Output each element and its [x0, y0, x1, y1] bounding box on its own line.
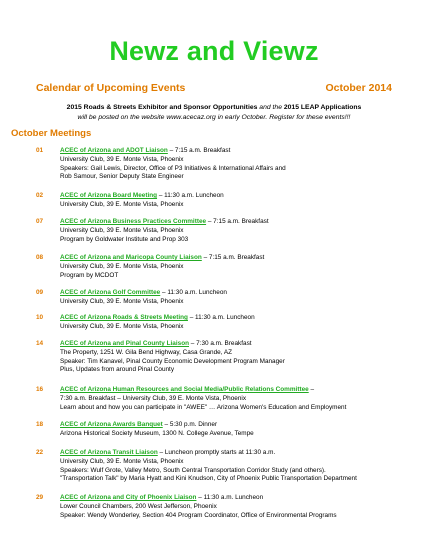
meeting-detail-line: Program by MCDOT — [60, 271, 119, 279]
meeting-name-link[interactable]: ACEC of Arizona and ADOT Liaison — [60, 147, 168, 154]
meeting-title-line — [60, 314, 414, 323]
meeting-time: – 11:30 a.m. Luncheon — [187, 314, 255, 321]
meeting-time: – 7:15 a.m. Breakfast — [167, 147, 231, 154]
meeting-name-link[interactable]: ACEC of Arizona Board Meeting — [60, 192, 158, 199]
meeting-name-link[interactable]: ACEC of Arizona Golf Committee — [60, 289, 161, 296]
meeting-body — [60, 147, 414, 182]
meeting-title-line — [60, 147, 414, 156]
meeting-time: – 11:30 a.m. Luncheon — [196, 494, 264, 501]
meeting-name-link[interactable]: ACEC of Arizona Human Resources and Social Media/Public Relations Committee — [60, 386, 309, 393]
meeting-body — [60, 192, 414, 210]
meeting-detail-line: University Club, 39 E. Monte Vista, Phoenix — [60, 457, 184, 465]
meeting-date: 07 — [36, 218, 44, 225]
meeting-time: – 7:15 a.m. Breakfast — [201, 254, 265, 261]
meeting-detail-line: Plus, Updates from around Pinal County — [60, 366, 175, 374]
meeting-name-link[interactable]: ACEC of Arizona and Pinal County Liaison — [60, 340, 190, 347]
calendar-month: October 2014 — [325, 82, 392, 94]
meeting-title-line — [60, 421, 414, 430]
meeting-title-line — [60, 192, 414, 201]
meeting-date: 29 — [36, 494, 44, 501]
meeting-body — [60, 386, 414, 412]
notice-exhibitor: 2015 Roads & Streets Exhibitor and Sponsor Opportunities — [66, 104, 258, 111]
meeting-body — [60, 314, 414, 332]
meeting-time: – 11:30 a.m. Luncheon — [160, 289, 227, 296]
meeting-title-line — [60, 289, 414, 298]
meeting-date: 16 — [36, 386, 44, 393]
meeting-name-link[interactable]: ACEC of Arizona and Maricopa County Liaison — [60, 254, 202, 261]
meeting-detail-line: Lower Council Chambers, 200 West Jefferson, Phoenix — [60, 502, 217, 510]
meeting-title-line — [60, 218, 414, 227]
meeting-name-link[interactable]: ACEC of Arizona and City of Phoenix Liaison — [60, 494, 197, 501]
meeting-detail-line: University Club, 39 E. Monte Vista, Phoenix — [60, 297, 184, 305]
meeting-title-line — [60, 494, 414, 503]
meeting-detail-line: Arizona Historical Society Museum, 1300 N. College Avenue, Tempe — [60, 429, 254, 437]
meeting-time: – 7:15 a.m. Breakfast — [206, 218, 269, 225]
meeting-title-line — [60, 340, 414, 349]
meeting-date: 01 — [36, 147, 44, 154]
meeting-title-line — [60, 254, 414, 263]
meeting-detail-line: University Club, 39 E. Monte Vista, Phoenix — [60, 226, 184, 234]
meeting-time: – 7:30 a.m. Breakfast — [189, 340, 252, 347]
meeting-date: 14 — [36, 340, 44, 347]
notice-line-1 — [36, 103, 392, 113]
meeting-detail-line: Rob Samour, Senior Deputy State Engineer — [60, 173, 184, 181]
meeting-name-link[interactable]: ACEC of Arizona Awards Banquet — [60, 421, 163, 428]
meeting-title-line — [60, 449, 414, 458]
meeting-body — [60, 494, 414, 520]
meeting-detail-line: The Property, 1251 W. Gila Bend Highway, Casa Grande, AZ — [60, 348, 233, 356]
meeting-name-link[interactable]: ACEC of Arizona Business Practices Committee — [60, 218, 207, 225]
meeting-body — [60, 449, 414, 484]
meeting-detail-line: University Club, 39 E. Monte Vista, Phoenix — [60, 262, 184, 270]
meeting-detail-line: University Club, 39 E. Monte Vista, Phoenix — [60, 155, 184, 163]
meeting-time: – 11:30 a.m. Luncheon — [157, 192, 224, 199]
newsletter-title: Newz and Viewz — [109, 36, 319, 66]
meeting-detail-line: Speaker: Wendy Wonderley, Section 404 Program Coordinator, Office of Environmental Programs — [60, 511, 337, 519]
meeting-date: 09 — [36, 289, 44, 296]
notice-and: and the — [257, 104, 284, 111]
meeting-name-link[interactable]: ACEC of Arizona Roads & Streets Meeting — [60, 314, 188, 321]
meeting-body — [60, 340, 414, 375]
meeting-date: 10 — [36, 314, 44, 321]
notice-leap: 2015 LEAP Applications — [283, 104, 362, 111]
section-heading: October Meetings — [11, 128, 92, 139]
meeting-body — [60, 218, 414, 244]
meeting-detail-line: "Transportation Talk" by Maria Hyatt and Kini Knudson, City of Phoenix Public Transportation Department — [60, 475, 357, 483]
meeting-detail-line: Speakers: Gail Lewis, Director, Office of P3 Initiatives & International Affairs and — [60, 164, 286, 172]
meeting-time: – 5:30 p.m. Dinner — [162, 421, 218, 428]
meeting-body — [60, 254, 414, 280]
meeting-detail-line: University Club, 39 E. Monte Vista, Phoenix — [60, 200, 184, 208]
meeting-detail-line: Learn about and how you can participate in "AWEE" … Arizona Women's Education and Employment — [60, 403, 347, 411]
meeting-name-link[interactable]: ACEC of Arizona Transit Liaison — [60, 449, 158, 456]
notice — [36, 103, 392, 122]
meeting-detail-line: Speaker: Tim Kanavel, Pinal County Economic Development Program Manager — [60, 357, 285, 365]
meeting-body — [60, 421, 414, 439]
meeting-detail-line: University Club, 39 E. Monte Vista, Phoenix — [60, 322, 184, 330]
meeting-time: – Luncheon promptly starts at 11:30 a.m. — [157, 449, 276, 456]
meeting-date: 22 — [36, 449, 44, 456]
meeting-detail-line: Speakers: Wulf Grote, Valley Metro, South Central Transportation Corridor Study (and others). — [60, 466, 326, 474]
calendar-header — [36, 82, 392, 96]
meeting-title-line — [60, 386, 414, 395]
meeting-detail-line: Program by Goldwater Institute and Prop 303 — [60, 235, 189, 243]
meeting-date: 18 — [36, 421, 44, 428]
meeting-date: 08 — [36, 254, 44, 261]
meeting-time: – — [308, 386, 315, 393]
notice-line-2: will be posted on the website www.acecaz.org in early October. Register for these events!!! — [77, 113, 351, 121]
meeting-date: 02 — [36, 192, 44, 199]
meeting-body — [60, 289, 414, 307]
calendar-heading: Calendar of Upcoming Events — [36, 82, 186, 94]
meeting-detail-line: 7:30 a.m. Breakfast – University Club, 39 E. Monte Vista, Phoenix — [60, 394, 247, 402]
